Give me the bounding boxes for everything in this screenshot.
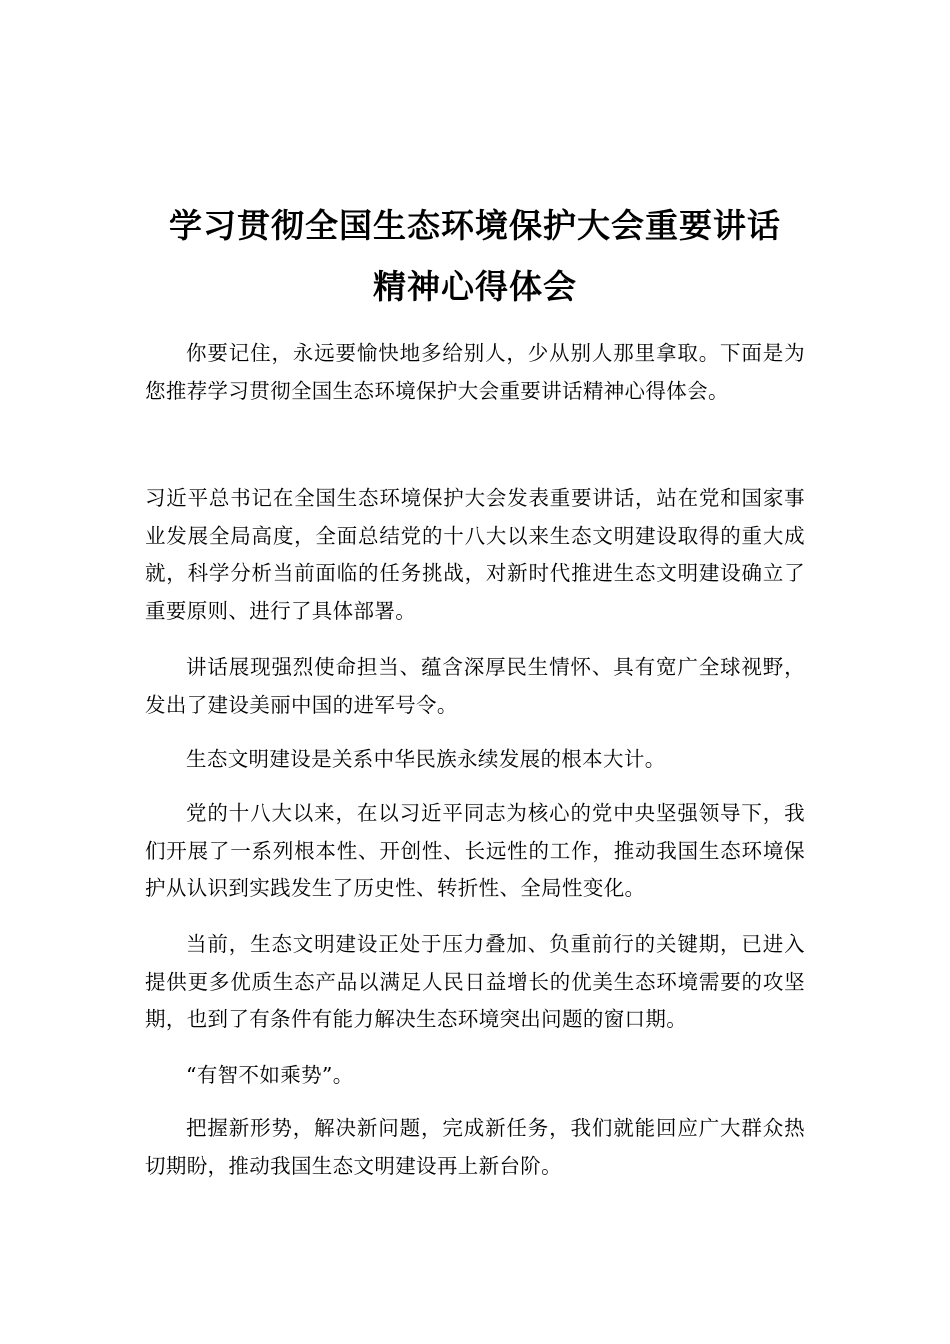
document-title-line-2: 精神心得体会 <box>373 267 577 306</box>
intro-paragraph: 你要记住，永远要愉快地多给别人，少从别人那里拿取。下面是为您推荐学习贯彻全国生态环境保护大会重要讲话精神心得体会。 <box>145 341 805 403</box>
body-paragraph-7: 把握新形势，解决新问题，完成新任务，我们就能回应广大群众热切期盼，推动我国生态文明建设再上新台阶。 <box>145 1116 805 1178</box>
body-paragraph-4: 党的十八大以来，在以习近平同志为核心的党中央坚强领导下，我们开展了一系列根本性、开创性、长远性的工作，推动我国生态环境保护从认识到实践发生了历史性、转折性、全局性变化。 <box>145 801 805 900</box>
body-paragraph-1: 习近平总书记在全国生态环境保护大会发表重要讲话，站在党和国家事业发展全局高度，全面总结党的十八大以来生态文明建设取得的重大成就，科学分析当前面临的任务挑战，对新时代推进生态文明建设确立了重要原则、进行了具体部署。 <box>145 486 805 623</box>
body-paragraph-2: 讲话展现强烈使命担当、蕴含深厚民生情怀、具有宽广全球视野，发出了建设美丽中国的进军号令。 <box>145 655 805 717</box>
body-paragraph-6: “有智不如乘势”。 <box>186 1063 354 1087</box>
body-paragraph-5: 当前，生态文明建设正处于压力叠加、负重前行的关键期，已进入提供更多优质生态产品以满足人民日益增长的优美生态环境需要的攻坚期，也到了有条件有能力解决生态环境突出问题的窗口期。 <box>145 932 805 1031</box>
document-title-line-1: 学习贯彻全国生态环境保护大会重要讲话 <box>169 206 781 245</box>
body-paragraph-3: 生态文明建设是关系中华民族永续发展的根本大计。 <box>186 747 666 771</box>
